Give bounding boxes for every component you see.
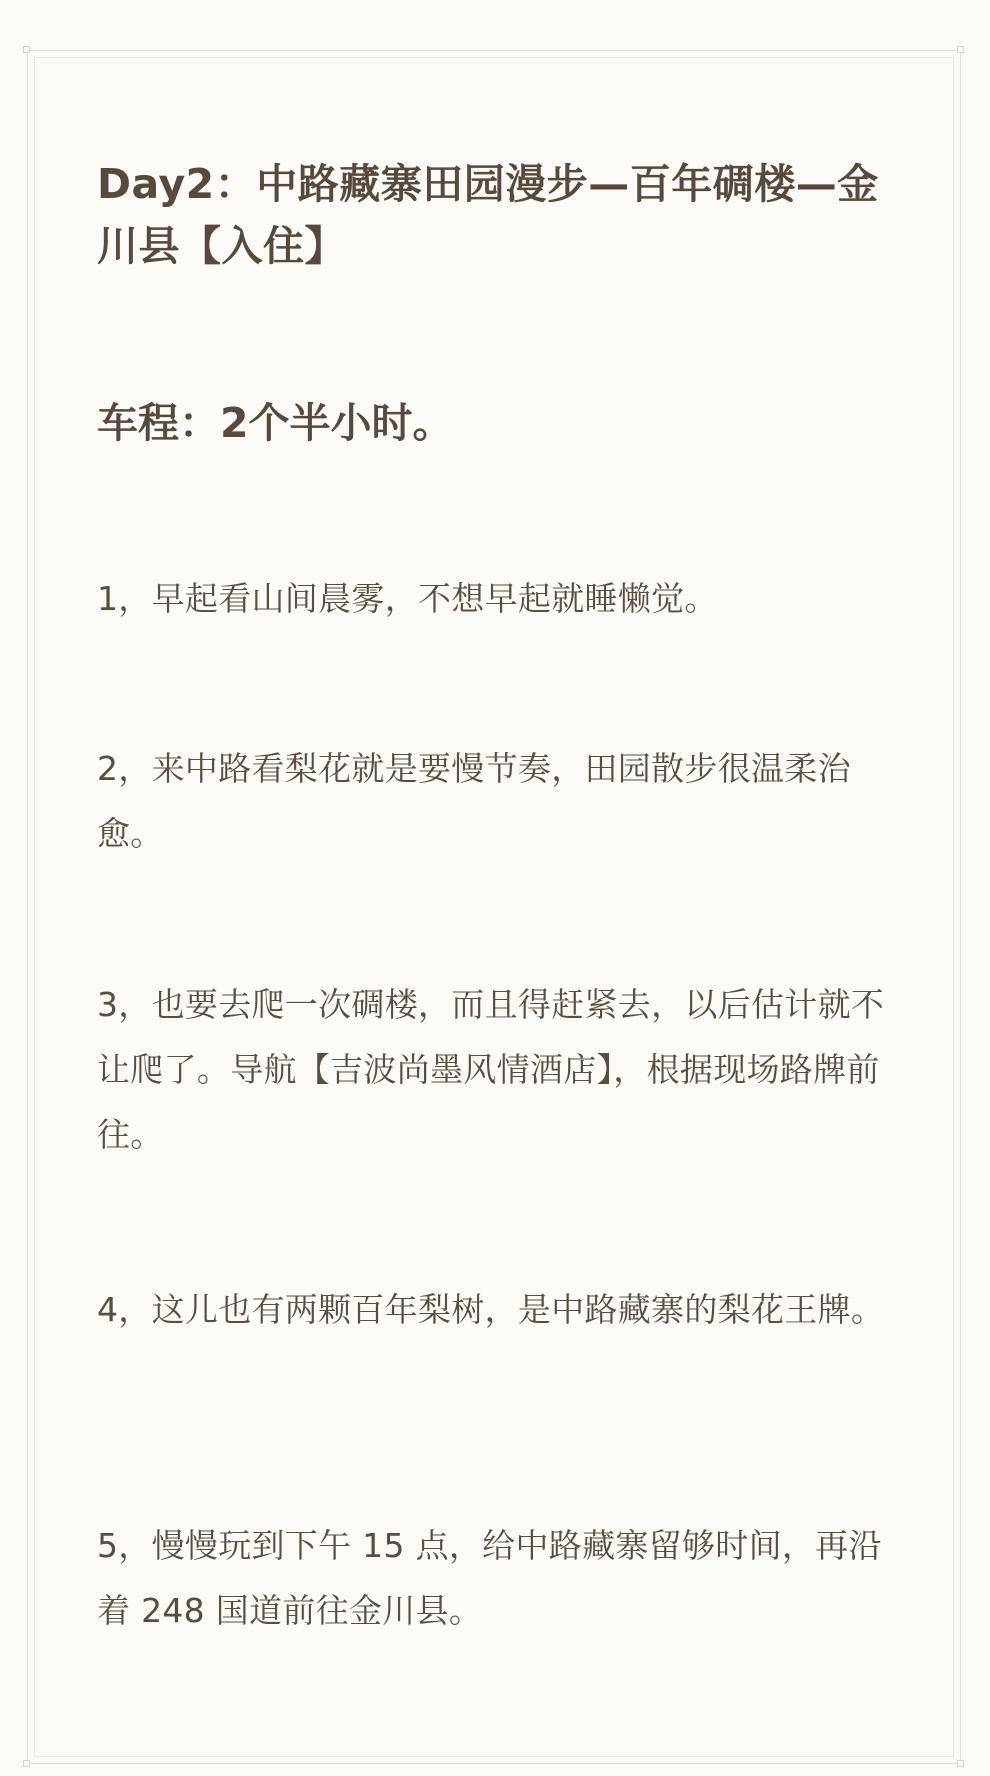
frame-corner-top-right — [957, 46, 964, 53]
inner-frame — [34, 57, 954, 1757]
article-title: Day2：中路藏寨田园漫步—百年碉楼—金川县【入住】 — [97, 160, 879, 270]
frame-corner-top-left — [23, 46, 30, 53]
list-item: 4，这儿也有两颗百年梨树，是中路藏寨的梨花王牌。 — [97, 1290, 885, 1329]
frame-corner-bottom-left — [23, 1760, 30, 1767]
list-item: 2，来中路看梨花就是要慢节奏，田园散步很温柔治愈。 — [97, 749, 851, 853]
list-item: 3，也要去爬一次碉楼，而且得赶紧去，以后估计就不让爬了。导航【吉波尚墨风情酒店】，根据现场路牌前往。 — [97, 985, 885, 1154]
frame-corner-bottom-right — [957, 1760, 964, 1767]
list-item: 5，慢慢玩到下午 15 点，给中路藏寨留够时间，再沿着 248 国道前往金川县。 — [97, 1526, 882, 1630]
drive-time: 车程：2个半小时。 — [97, 399, 454, 447]
list-item: 1，早起看山间晨雾，不想早起就睡懒觉。 — [97, 579, 718, 618]
